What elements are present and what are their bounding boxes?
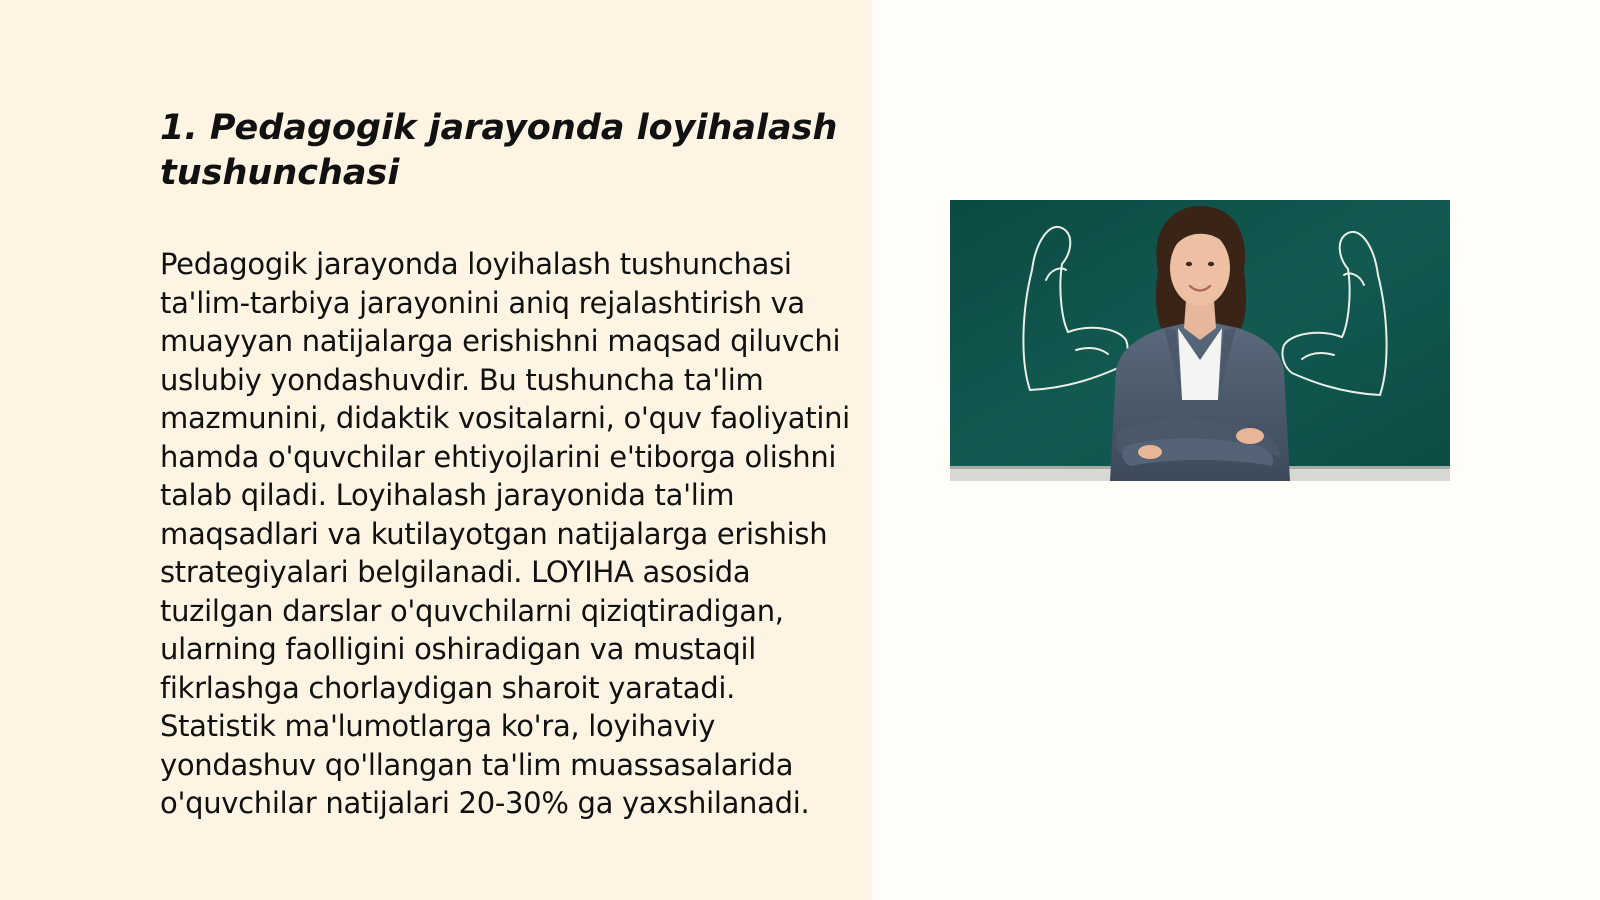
slide-title: 1. Pedagogik jarayonda loyihalash tushunchasi	[160, 108, 838, 193]
slide-body-text: Pedagogik jarayonda loyihalash tushunchasi ta'lim-tarbiya jarayonini aniq rejalashtirish va muayyan natijalarga erishishni maqsad qiluvchi uslubiy yondashuvdir. Bu tushuncha ta'lim mazmunini, didaktik vositalarni, o'quv faoliyatini hamda o'quvchilar ehtiyojlarini e'tiborga olishni talab qiladi. Loyihalash jarayonida ta'lim maqsadlari va kutilayotgan natijalarga erishish strategiyalari belgilanadi. LOYIHA asosida tuzilgan darslar o'quvchilarni qiziqtiradigan, ularning faolligini oshiradigan va mustaqil fikrlashga chorlaydigan sharoit yaratadi. Statistik ma'lumotlarga ko'ra, loyihaviy yondashuv qo'llangan ta'lim muassasalarida o'quvchilar natijalari 20-30% ga yaxshilanadi.	[160, 247, 850, 820]
teacher-photo	[950, 200, 1450, 481]
